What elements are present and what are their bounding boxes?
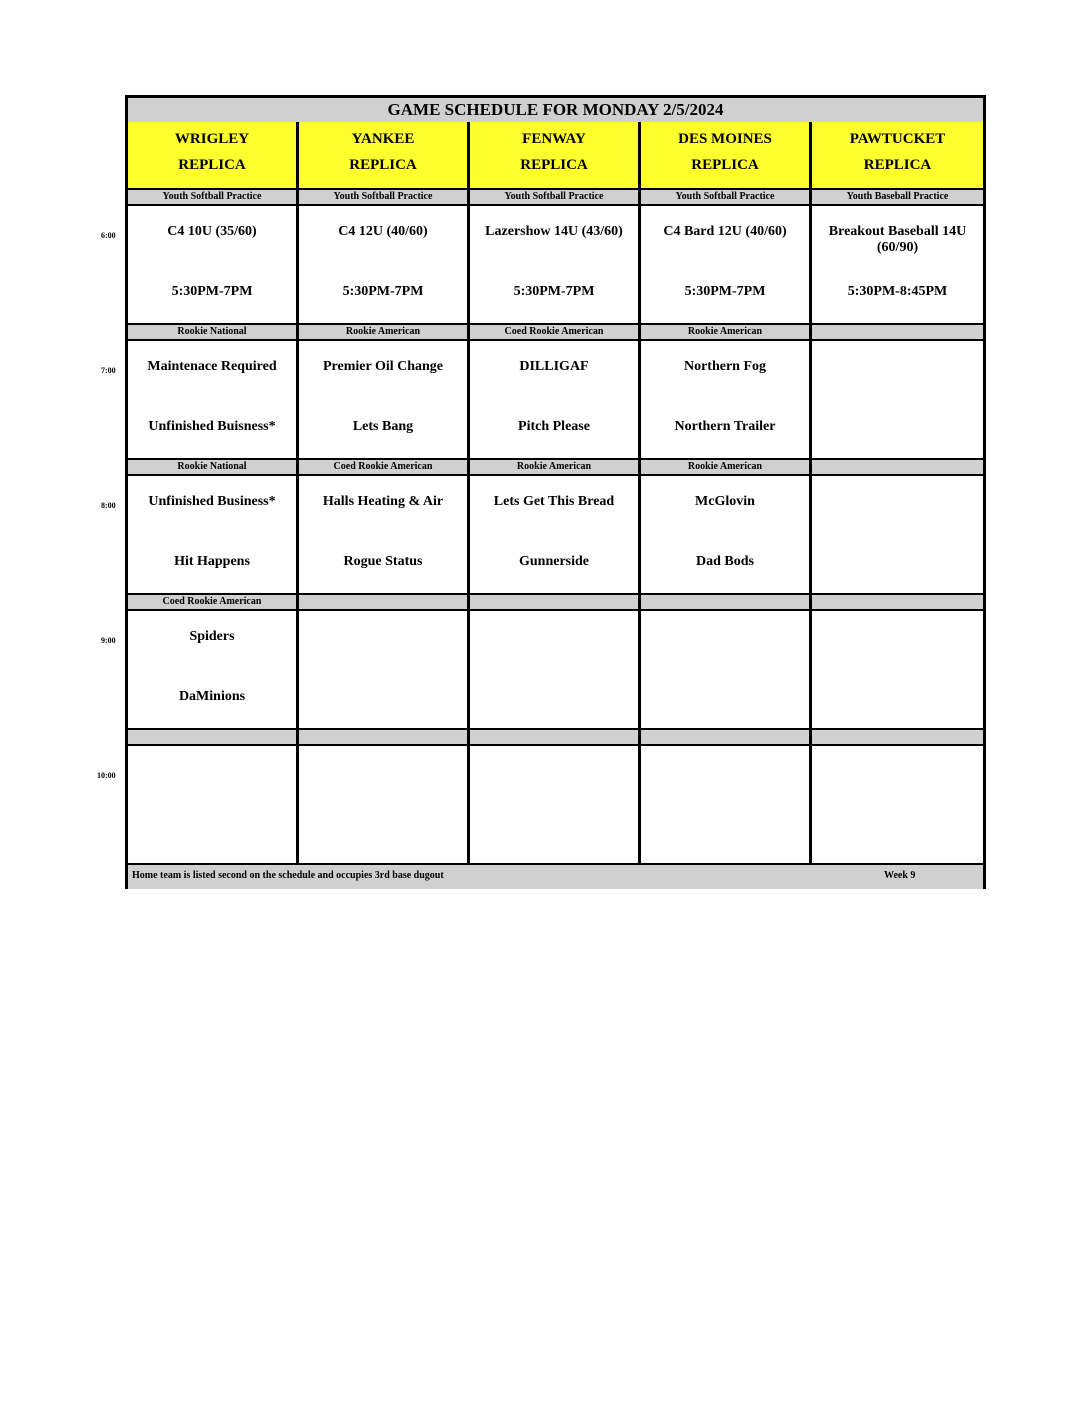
- game-cell: [641, 206, 812, 323]
- field-name: DES MOINES: [678, 131, 772, 147]
- game-cell: [812, 476, 983, 593]
- field-subtitle: REPLICA: [520, 157, 588, 173]
- game-cell: [641, 341, 812, 458]
- footer-row: [128, 863, 983, 889]
- game-row: [128, 341, 983, 458]
- game-cell: [812, 746, 983, 863]
- game-row: [128, 206, 983, 323]
- game-cell: [812, 341, 983, 458]
- division-row: [128, 323, 983, 341]
- division-label: Youth Softball Practice: [128, 188, 299, 206]
- division-label: [299, 593, 470, 611]
- game-cell: [641, 611, 812, 728]
- game-row: [128, 476, 983, 593]
- division-label: [641, 728, 812, 746]
- division-label: Rookie National: [128, 458, 299, 476]
- field-header-cell: [470, 122, 641, 188]
- game-cell: [128, 746, 299, 863]
- game-cell: [299, 746, 470, 863]
- team-away: Breakout Baseball 14U (60/90): [828, 224, 967, 255]
- division-label: [128, 728, 299, 746]
- division-row: [128, 593, 983, 611]
- game-cell: [812, 611, 983, 728]
- team-home: 5:30PM-8:45PM: [847, 284, 948, 299]
- team-home: 5:30PM-7PM: [342, 284, 424, 299]
- team-away: Premier Oil Change: [322, 359, 444, 374]
- team-away: C4 Bard 12U (40/60): [663, 224, 787, 239]
- game-cell: [128, 341, 299, 458]
- division-label: [641, 593, 812, 611]
- time-label: 10:00: [97, 771, 116, 780]
- game-cell: [641, 476, 812, 593]
- division-label: [470, 728, 641, 746]
- division-label: Rookie National: [128, 323, 299, 341]
- team-home: 5:30PM-7PM: [513, 284, 595, 299]
- team-home: Lets Bang: [352, 419, 414, 434]
- game-cell: [641, 746, 812, 863]
- schedule-table: [125, 95, 986, 889]
- team-away: McGlovin: [695, 494, 755, 509]
- division-label: Coed Rookie American: [299, 458, 470, 476]
- division-label: [812, 593, 983, 611]
- team-home: Unfinished Buisness*: [148, 419, 276, 434]
- team-away: Northern Fog: [683, 359, 767, 374]
- field-subtitle: REPLICA: [178, 157, 246, 173]
- division-label: [299, 728, 470, 746]
- division-row: [128, 728, 983, 746]
- division-label: Coed Rookie American: [470, 323, 641, 341]
- division-row: [128, 188, 983, 206]
- game-cell: [470, 341, 641, 458]
- game-row: [128, 746, 983, 863]
- game-cell: [470, 611, 641, 728]
- game-cell: [470, 206, 641, 323]
- field-name: WRIGLEY: [174, 131, 250, 147]
- team-home: Pitch Please: [518, 419, 590, 434]
- field-header-cell: [812, 122, 983, 188]
- team-home: Dad Bods: [696, 554, 754, 569]
- field-header-cell: [128, 122, 299, 188]
- division-label: Rookie American: [641, 458, 812, 476]
- game-cell: [299, 611, 470, 728]
- division-label: [812, 728, 983, 746]
- field-subtitle: REPLICA: [863, 157, 932, 173]
- division-label: Coed Rookie American: [128, 593, 299, 611]
- game-cell: [812, 206, 983, 323]
- team-home: Hit Happens: [174, 554, 250, 569]
- game-cell: [128, 611, 299, 728]
- team-home: Gunnerside: [518, 554, 589, 569]
- team-home: Northern Trailer: [674, 419, 776, 434]
- team-home: Rogue Status: [343, 554, 423, 569]
- division-label: Rookie American: [299, 323, 470, 341]
- field-header-row: [128, 122, 983, 188]
- field-header-cell: [299, 122, 470, 188]
- field-name: FENWAY: [522, 131, 586, 147]
- division-label: Youth Softball Practice: [470, 188, 641, 206]
- division-label: Rookie American: [470, 458, 641, 476]
- time-label: 6:00: [101, 231, 116, 240]
- game-cell: [299, 476, 470, 593]
- field-name: YANKEE: [351, 131, 415, 147]
- schedule-title: GAME SCHEDULE FOR MONDAY 2/5/2024: [128, 98, 983, 124]
- division-label: [812, 323, 983, 341]
- home-team-note: Home team is listed second on the schedule and occupies 3rd base dugout: [132, 870, 444, 881]
- field-header-cell: [641, 122, 812, 188]
- team-away: Lets Get This Bread: [493, 494, 615, 509]
- game-cell: [128, 206, 299, 323]
- team-away: C4 12U (40/60): [338, 224, 428, 239]
- team-away: Spiders: [189, 629, 235, 644]
- team-away: Maintenace Required: [147, 359, 277, 374]
- division-label: [812, 458, 983, 476]
- game-cell: [299, 341, 470, 458]
- division-label: Youth Softball Practice: [299, 188, 470, 206]
- team-away: Halls Heating & Air: [322, 494, 444, 509]
- team-home: 5:30PM-7PM: [171, 284, 253, 299]
- division-label: Rookie American: [641, 323, 812, 341]
- game-cell: [470, 476, 641, 593]
- field-subtitle: REPLICA: [349, 157, 417, 173]
- team-home: DaMinions: [178, 689, 246, 704]
- team-away: C4 10U (35/60): [167, 224, 257, 239]
- division-label: [470, 593, 641, 611]
- team-away: Lazershow 14U (43/60): [485, 224, 623, 239]
- game-row: [128, 611, 983, 728]
- time-label: 8:00: [101, 501, 116, 510]
- game-cell: [470, 746, 641, 863]
- team-home: 5:30PM-7PM: [684, 284, 766, 299]
- team-away: DILLIGAF: [519, 359, 589, 374]
- division-row: [128, 458, 983, 476]
- field-subtitle: REPLICA: [691, 157, 759, 173]
- time-label: 9:00: [101, 636, 116, 645]
- week-label: Week 9: [884, 870, 916, 881]
- game-cell: [128, 476, 299, 593]
- team-away: Unfinished Business*: [148, 494, 276, 509]
- game-cell: [299, 206, 470, 323]
- division-label: Youth Baseball Practice: [812, 188, 983, 206]
- field-name: PAWTUCKET: [849, 131, 946, 147]
- division-label: Youth Softball Practice: [641, 188, 812, 206]
- time-label: 7:00: [101, 366, 116, 375]
